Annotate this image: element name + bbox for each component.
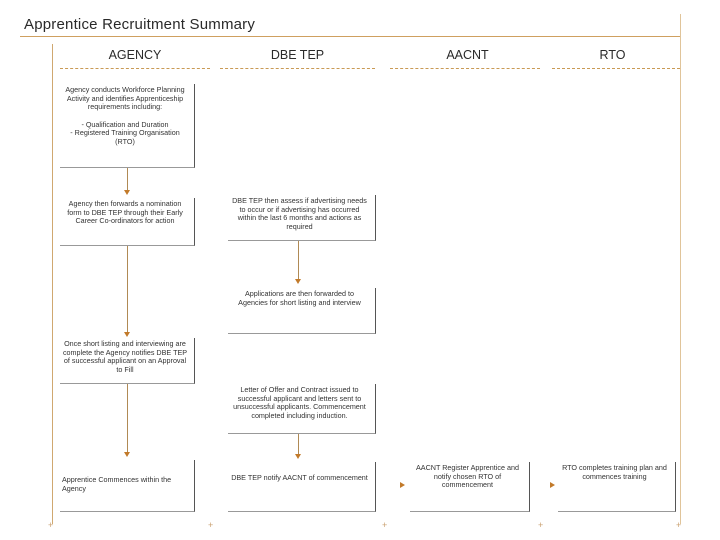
step-text: - Qualification and Duration: [81, 119, 169, 129]
decorative-tick: +: [538, 520, 544, 530]
arrow-down-icon: [295, 454, 301, 459]
step-agency-workforce-planning: [60, 84, 195, 168]
step-rto-training-plan: [558, 462, 676, 512]
decorative-tick: +: [382, 520, 388, 530]
column-header-dbe-tep: DBE TEP: [270, 48, 325, 62]
column-header-rto: RTO: [599, 48, 626, 62]
step-text: RTO completes training plan and commences training: [562, 463, 667, 481]
column-header-aacnt: AACNT: [446, 48, 489, 62]
step-dbe-notify-aacnt: [228, 462, 376, 512]
arrow-right-icon: [400, 482, 405, 488]
step-text: Apprentice Commences within the Agency: [62, 475, 172, 493]
header-divider: [390, 68, 540, 69]
decorative-tick: +: [676, 520, 682, 530]
column-header-agency: AGENCY: [108, 48, 162, 62]
header-divider: [220, 68, 375, 69]
step-text: DBE TEP then assess if advertising needs to occur or if advertising has occurred within the last 6 months and actions as required: [232, 196, 367, 231]
arrow-down-icon: [124, 452, 130, 457]
step-dbe-assess-advertising: [228, 195, 376, 241]
arrow-down-icon: [295, 279, 301, 284]
diagram-title: Apprentice Recruitment Summary: [24, 16, 256, 33]
step-dbe-letter-of-offer: [228, 384, 376, 434]
decorative-tick: +: [48, 520, 54, 530]
decorative-tick: +: [208, 520, 214, 530]
step-agency-apprentice-commences: [60, 460, 195, 512]
connector-line: [298, 241, 299, 279]
lane-border-right: [680, 14, 681, 524]
step-text: - Registered Training Organisation (RTO): [70, 128, 180, 146]
step-agency-nomination: [60, 198, 195, 246]
step-text: AACNT Register Apprentice and notify chosen RTO of commencement: [416, 463, 519, 490]
connector-line: [298, 434, 299, 454]
step-text: Agency then forwards a nomination form to DBE TEP through their Early Career Co-ordinators for action: [67, 199, 183, 226]
step-text: Agency conducts Workforce Planning Activity and identifies Apprenticeship requirements including:: [65, 85, 185, 112]
connector-line: [127, 246, 128, 332]
connector-line: [127, 384, 128, 452]
header-divider: [552, 68, 680, 69]
arrow-down-icon: [124, 332, 130, 337]
title-divider: [20, 36, 680, 37]
step-aacnt-register: [410, 462, 530, 512]
step-text: Applications are then forwarded to Agencies for short listing and interview: [238, 289, 361, 307]
step-agency-shortlisting: [60, 338, 195, 384]
step-text: Once short listing and interviewing are complete the Agency notifies DBE TEP of successful applicant on an Approval to Fill: [62, 339, 188, 374]
step-text: DBE TEP notify AACNT of commencement: [231, 473, 368, 482]
connector-line: [127, 168, 128, 190]
step-text: Letter of Offer and Contract issued to successful applicant and letters sent to unsuccessful applicants. Commencement completed including induction.: [233, 385, 366, 420]
arrow-right-icon: [550, 482, 555, 488]
step-dbe-forward-applications: [228, 288, 376, 334]
lane-border-left: [52, 44, 53, 524]
header-divider: [60, 68, 210, 69]
arrow-down-icon: [124, 190, 130, 195]
